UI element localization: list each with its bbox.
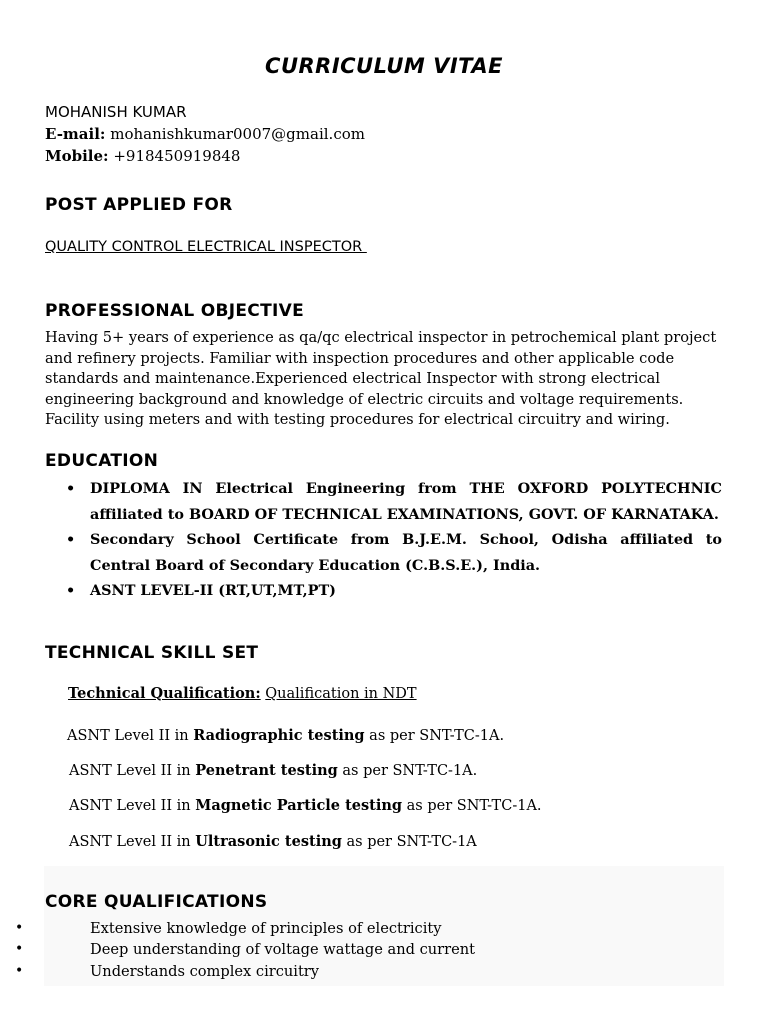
core-item: Understands complex circuitry — [90, 963, 320, 980]
education-list — [66, 476, 722, 604]
bullet-icon: • — [15, 920, 24, 936]
skill-line — [69, 797, 542, 814]
bullet-icon: • — [66, 531, 76, 548]
education-text: DIPLOMA IN Electrical Engineering from THE OXFORD POLYTECHNIC affiliated to BOARD OF TECHNICAL EXAMINATIONS, GOVT. OF KARNATAKA. — [90, 480, 722, 523]
mobile-line — [45, 147, 240, 165]
skill-suffix: as per SNT-TC-1A — [341, 834, 477, 850]
education-item — [66, 527, 722, 578]
objective-heading: PROFESSIONAL OBJECTIVE — [45, 301, 304, 321]
skill-method: Magnetic Particle testing — [195, 797, 403, 814]
document-title: CURRICULUM VITAE — [265, 54, 503, 78]
education-heading: EDUCATION — [45, 451, 159, 471]
tech-qual-value: Qualification in NDT — [265, 686, 417, 702]
education-item — [66, 476, 722, 527]
skill-suffix: as per SNT-TC-1A. — [364, 728, 505, 744]
post-heading: POST APPLIED FOR — [45, 195, 233, 215]
skill-line — [69, 762, 477, 779]
objective-line: Facility using meters and with testing procedures for electrical circuitry and wiring. — [45, 411, 670, 429]
bullet-icon: • — [66, 582, 76, 599]
core-item: Deep understanding of voltage wattage and current — [90, 941, 476, 958]
technical-qualification — [68, 685, 417, 702]
tech-qual-label: Technical Qualification: — [68, 685, 261, 702]
objective-line: and refinery projects. Familiar with inspection procedures and other applicable code — [45, 349, 675, 367]
email-label: E-mail: — [45, 125, 106, 143]
skill-suffix: as per SNT-TC-1A. — [337, 763, 478, 779]
skill-line — [69, 833, 477, 850]
email-value: mohanishkumar0007@gmail.com — [110, 125, 365, 143]
objective-line: engineering background and knowledge of electric circuits and voltage requirements. — [45, 390, 684, 408]
skill-method: Ultrasonic testing — [195, 833, 342, 850]
core-item: Extensive knowledge of principles of electricity — [90, 920, 442, 937]
skill-line — [67, 727, 504, 744]
skill-method: Penetrant testing — [195, 762, 338, 779]
skill-prefix: ASNT Level II in — [69, 763, 196, 779]
education-text: Secondary School Certificate from B.J.E.M. School, Odisha affiliated to Central Board of Secondary Education (C.B.S.E.), India. — [90, 531, 722, 574]
skill-prefix: ASNT Level II in — [67, 728, 194, 744]
candidate-name: MOHANISH KUMAR — [45, 103, 187, 121]
bullet-icon: • — [15, 941, 24, 957]
skill-method: Radiographic testing — [193, 727, 365, 744]
skills-heading: TECHNICAL SKILL SET — [45, 643, 259, 663]
objective-line: standards and maintenance.Experienced electrical Inspector with strong electrical — [45, 370, 661, 388]
email-line — [45, 125, 365, 143]
core-heading: CORE QUALIFICATIONS — [45, 892, 268, 912]
skill-suffix: as per SNT-TC-1A. — [402, 798, 542, 814]
bullet-icon: • — [66, 480, 76, 497]
skill-prefix: ASNT Level II in — [69, 798, 196, 814]
bullet-icon: • — [15, 963, 24, 979]
education-text: ASNT LEVEL-II (RT,UT,MT,PT) — [90, 582, 336, 599]
education-item — [66, 578, 722, 604]
objective-text — [45, 328, 725, 431]
mobile-label: Mobile: — [45, 147, 109, 165]
post-applied: QUALITY CONTROL ELECTRICAL INSPECTOR — [45, 239, 367, 255]
objective-line: Having 5+ years of experience as qa/qc electrical inspector in petrochemical plant project — [45, 329, 717, 346]
skill-prefix: ASNT Level II in — [69, 834, 196, 850]
mobile-value: +918450919848 — [113, 147, 241, 165]
